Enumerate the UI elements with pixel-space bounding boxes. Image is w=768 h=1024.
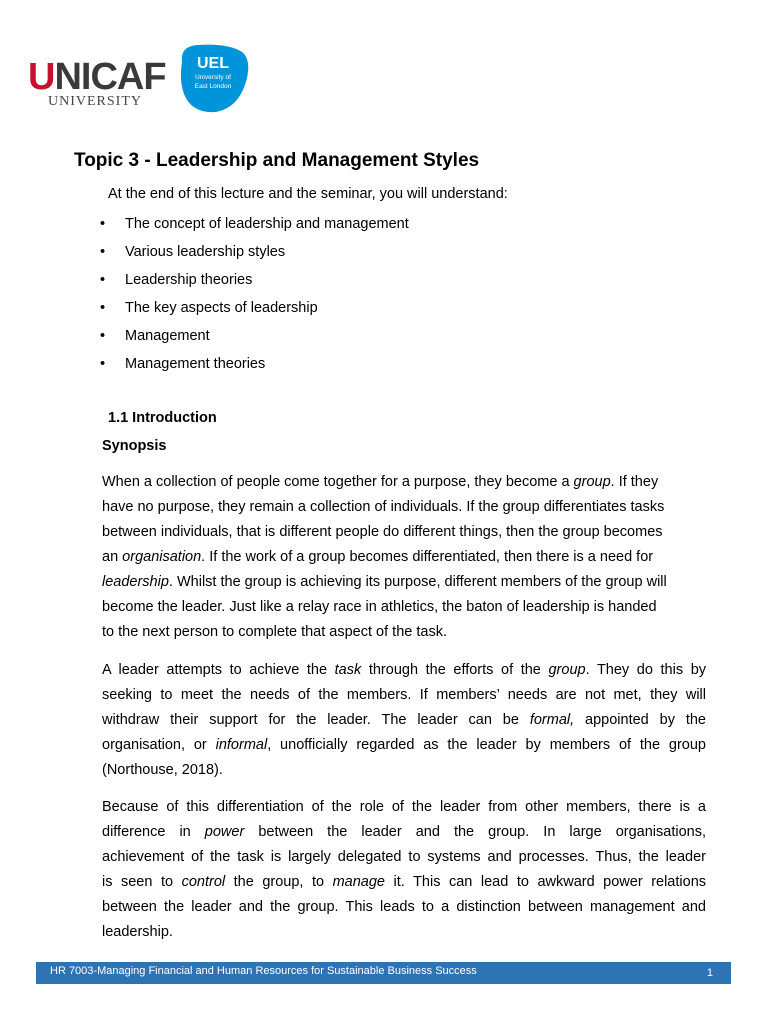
text-line [102,495,706,520]
text-run: . Whilst the group is achieving its purpose, different members of the group will [168,574,667,590]
text-run: . If they [610,474,659,490]
objective-item [100,298,409,326]
objective-item [100,214,409,242]
text-line [102,845,706,870]
unicaf-rest: NICAF [54,56,166,98]
text-line [102,920,706,945]
text-line [102,733,706,758]
objectives-list [100,214,409,382]
objective-text: Leadership theories [125,272,253,288]
objective-item [100,242,409,270]
text-run: an [102,549,123,565]
paragraph-2 [102,658,706,783]
unicaf-u: U [28,56,55,98]
text-line [102,795,706,820]
uel-logo-sub-1: University of [195,74,231,81]
objective-text: Various leadership styles [125,244,286,260]
text-line [102,683,706,708]
emphasis-text: informal [215,737,268,753]
emphasis-text: task [334,662,362,678]
objective-text: The key aspects of leadership [125,300,318,316]
objective-item [100,354,409,382]
emphasis-text: group [573,474,611,490]
text-run: appointed by the [574,712,706,728]
text-run: , unofficially regarded as the leader by members of the group [267,737,706,753]
text-line [102,570,706,595]
text-run: become the leader. Just like a relay race in athletics, the baton of leadership is handed [102,599,657,615]
emphasis-text: organisation [122,549,202,565]
objective-text: The concept of leadership and management [125,216,409,232]
objective-text: Management theories [125,356,266,372]
text-line [102,820,706,845]
uel-logo-sub-2: East London [194,83,232,90]
text-run: . If the work of a group becomes differentiated, then there is a need for [201,549,654,565]
text-run: is seen to [102,874,182,890]
paragraph-3 [102,795,706,945]
uel-logo-main: UEL [197,55,229,72]
bullet-icon: • [100,300,106,316]
footer-course-title: HR 7003-Managing Financial and Human Resources for Sustainable Business Success [50,965,477,977]
text-run: leadership. [102,924,173,940]
uel-logo-text [176,56,250,90]
text-line [102,758,706,783]
objective-text: Management [125,328,210,344]
emphasis-text: manage [332,874,385,890]
text-run: between individuals, that is different people do different things, then the group becomes [102,524,663,540]
page-number: 1 [706,967,713,979]
text-line [102,708,706,733]
emphasis-text: group [548,662,586,678]
text-run: seeking to meet the needs of the members. If members’ needs are not met, they will [102,687,706,703]
text-line [102,658,706,683]
text-line [102,620,706,645]
text-run: withdraw their support for the leader. The leader can be [102,712,530,728]
synopsis-heading: Synopsis [102,438,167,454]
text-run: . They do this by [585,662,707,678]
footer-bar [36,962,731,984]
text-line [102,870,706,895]
emphasis-text: leadership [102,574,169,590]
emphasis-text: control [181,874,226,890]
text-run: difference in [102,824,205,840]
emphasis-text: power [204,824,245,840]
text-line [102,520,706,545]
bullet-icon: • [100,216,106,232]
bullet-icon: • [100,272,106,288]
text-run: Because of this differentiation of the role of the leader from other members, there is a [102,799,706,815]
unicaf-wordmark [28,58,166,96]
paragraph-1 [102,470,706,645]
bullet-icon: • [100,356,106,372]
bullet-icon: • [100,328,106,344]
text-run: to the next person to complete that aspect of the task. [102,624,447,640]
text-run: (Northouse, 2018). [102,762,223,778]
objective-item [100,326,409,354]
text-run: organisation, or [102,737,216,753]
text-line [102,470,706,495]
emphasis-text: formal, [529,712,575,728]
text-run: When a collection of people come together for a purpose, they become a [102,474,574,490]
intro-text: At the end of this lecture and the seminar, you will understand: [108,186,508,202]
text-run: achievement of the task is largely delegated to systems and processes. Thus, the leader [102,849,706,865]
text-run: between the leader and the group. In large organisations, [244,824,706,840]
text-run: through the efforts of the [361,662,549,678]
text-line [102,895,706,920]
objective-item [100,270,409,298]
text-run: between the leader and the group. This leads to a distinction between management and [102,899,706,915]
bullet-icon: • [100,244,106,260]
text-run: have no purpose, they remain a collection of individuals. If the group differentiates tasks [102,499,665,515]
page-title: Topic 3 - Leadership and Management Styles [74,150,480,171]
text-line [102,545,706,570]
text-line [102,595,706,620]
section-heading: 1.1 Introduction [108,410,217,426]
unicaf-logo [28,56,166,109]
text-run: it. This can lead to awkward power relations [385,874,707,890]
uel-logo [176,42,250,114]
text-run: A leader attempts to achieve the [102,662,335,678]
unicaf-subtext: UNIVERSITY [48,94,142,109]
text-run: the group, to [225,874,333,890]
